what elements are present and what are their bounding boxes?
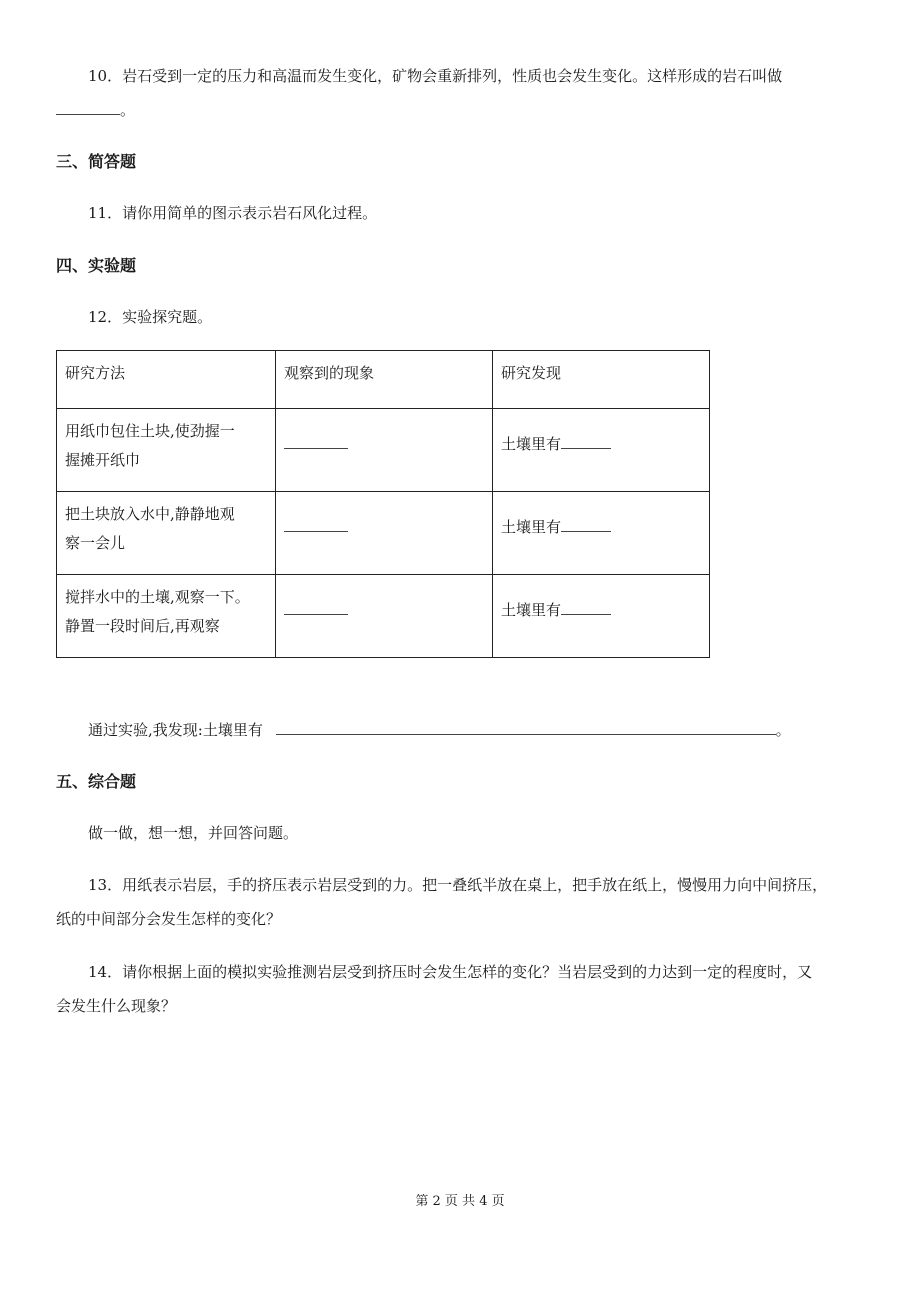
table-row bbox=[57, 409, 710, 492]
row3-phenomenon-blank[interactable] bbox=[284, 600, 348, 615]
q10-end: 。 bbox=[120, 101, 136, 119]
conclusion-end: 。 bbox=[775, 721, 791, 739]
table-header-row bbox=[57, 351, 710, 409]
row3-finding-blank[interactable] bbox=[561, 600, 611, 615]
row2-finding-label: 土壤里有 bbox=[501, 518, 562, 536]
row2-method-line1: 把土块放入水中,静静地观 bbox=[65, 505, 235, 523]
q12-conclusion bbox=[88, 720, 791, 740]
row3-method-line1: 搅拌水中的土壤,观察一下。 bbox=[65, 588, 250, 606]
row3-finding-label: 土壤里有 bbox=[501, 601, 562, 619]
q13-line2: 纸的中间部分会发生怎样的变化？ bbox=[56, 910, 282, 928]
row2-phenomenon-blank[interactable] bbox=[284, 517, 348, 532]
row1-method-line2: 握摊开纸巾 bbox=[65, 451, 141, 469]
table-row bbox=[57, 492, 710, 575]
section-5-intro: 做一做，想一想，并回答问题。 bbox=[88, 824, 299, 842]
q10-line2 bbox=[56, 100, 135, 120]
q11-text: 11．请你用简单的图示表示岩石风化过程。 bbox=[88, 204, 378, 222]
q12-text: 12．实验探究题。 bbox=[88, 308, 213, 326]
table-row bbox=[57, 575, 710, 658]
header-phenomenon: 观察到的现象 bbox=[284, 364, 375, 382]
row2-finding-blank[interactable] bbox=[561, 517, 611, 532]
section-3-heading: 三、简答题 bbox=[56, 152, 137, 171]
conclusion-label: 通过实验,我发现:土壤里有 bbox=[88, 721, 263, 739]
q10-line1: 10．岩石受到一定的压力和高温而发生变化，矿物会重新排列，性质也会发生变化。这样形成的岩石叫做 bbox=[88, 67, 783, 85]
page-footer: 第 2 页 共 4 页 bbox=[415, 1194, 505, 1209]
header-method: 研究方法 bbox=[65, 364, 126, 382]
header-finding: 研究发现 bbox=[501, 364, 562, 382]
section-5-heading: 五、综合题 bbox=[56, 772, 137, 791]
conclusion-blank[interactable] bbox=[276, 720, 776, 735]
experiment-table bbox=[56, 350, 710, 658]
row1-method-line1: 用纸巾包住土块,使劲握一 bbox=[65, 422, 235, 440]
row1-finding-blank[interactable] bbox=[561, 434, 611, 449]
section-4-heading: 四、实验题 bbox=[56, 256, 137, 275]
row3-method-line2: 静置一段时间后,再观察 bbox=[65, 617, 220, 635]
row1-finding-label: 土壤里有 bbox=[501, 435, 562, 453]
q10-answer-blank[interactable] bbox=[56, 100, 120, 115]
row1-phenomenon-blank[interactable] bbox=[284, 434, 348, 449]
q14-line2: 会发生什么现象？ bbox=[56, 997, 177, 1015]
q13-line1: 13．用纸表示岩层，手的挤压表示岩层受到的力。把一叠纸半放在桌上，把手放在纸上，慢慢用力向中间挤压， bbox=[88, 876, 828, 894]
q14-line1: 14．请你根据上面的模拟实验推测岩层受到挤压时会发生怎样的变化？当岩层受到的力达到一定的程度时，又 bbox=[88, 963, 813, 981]
row2-method-line2: 察一会儿 bbox=[65, 534, 126, 552]
